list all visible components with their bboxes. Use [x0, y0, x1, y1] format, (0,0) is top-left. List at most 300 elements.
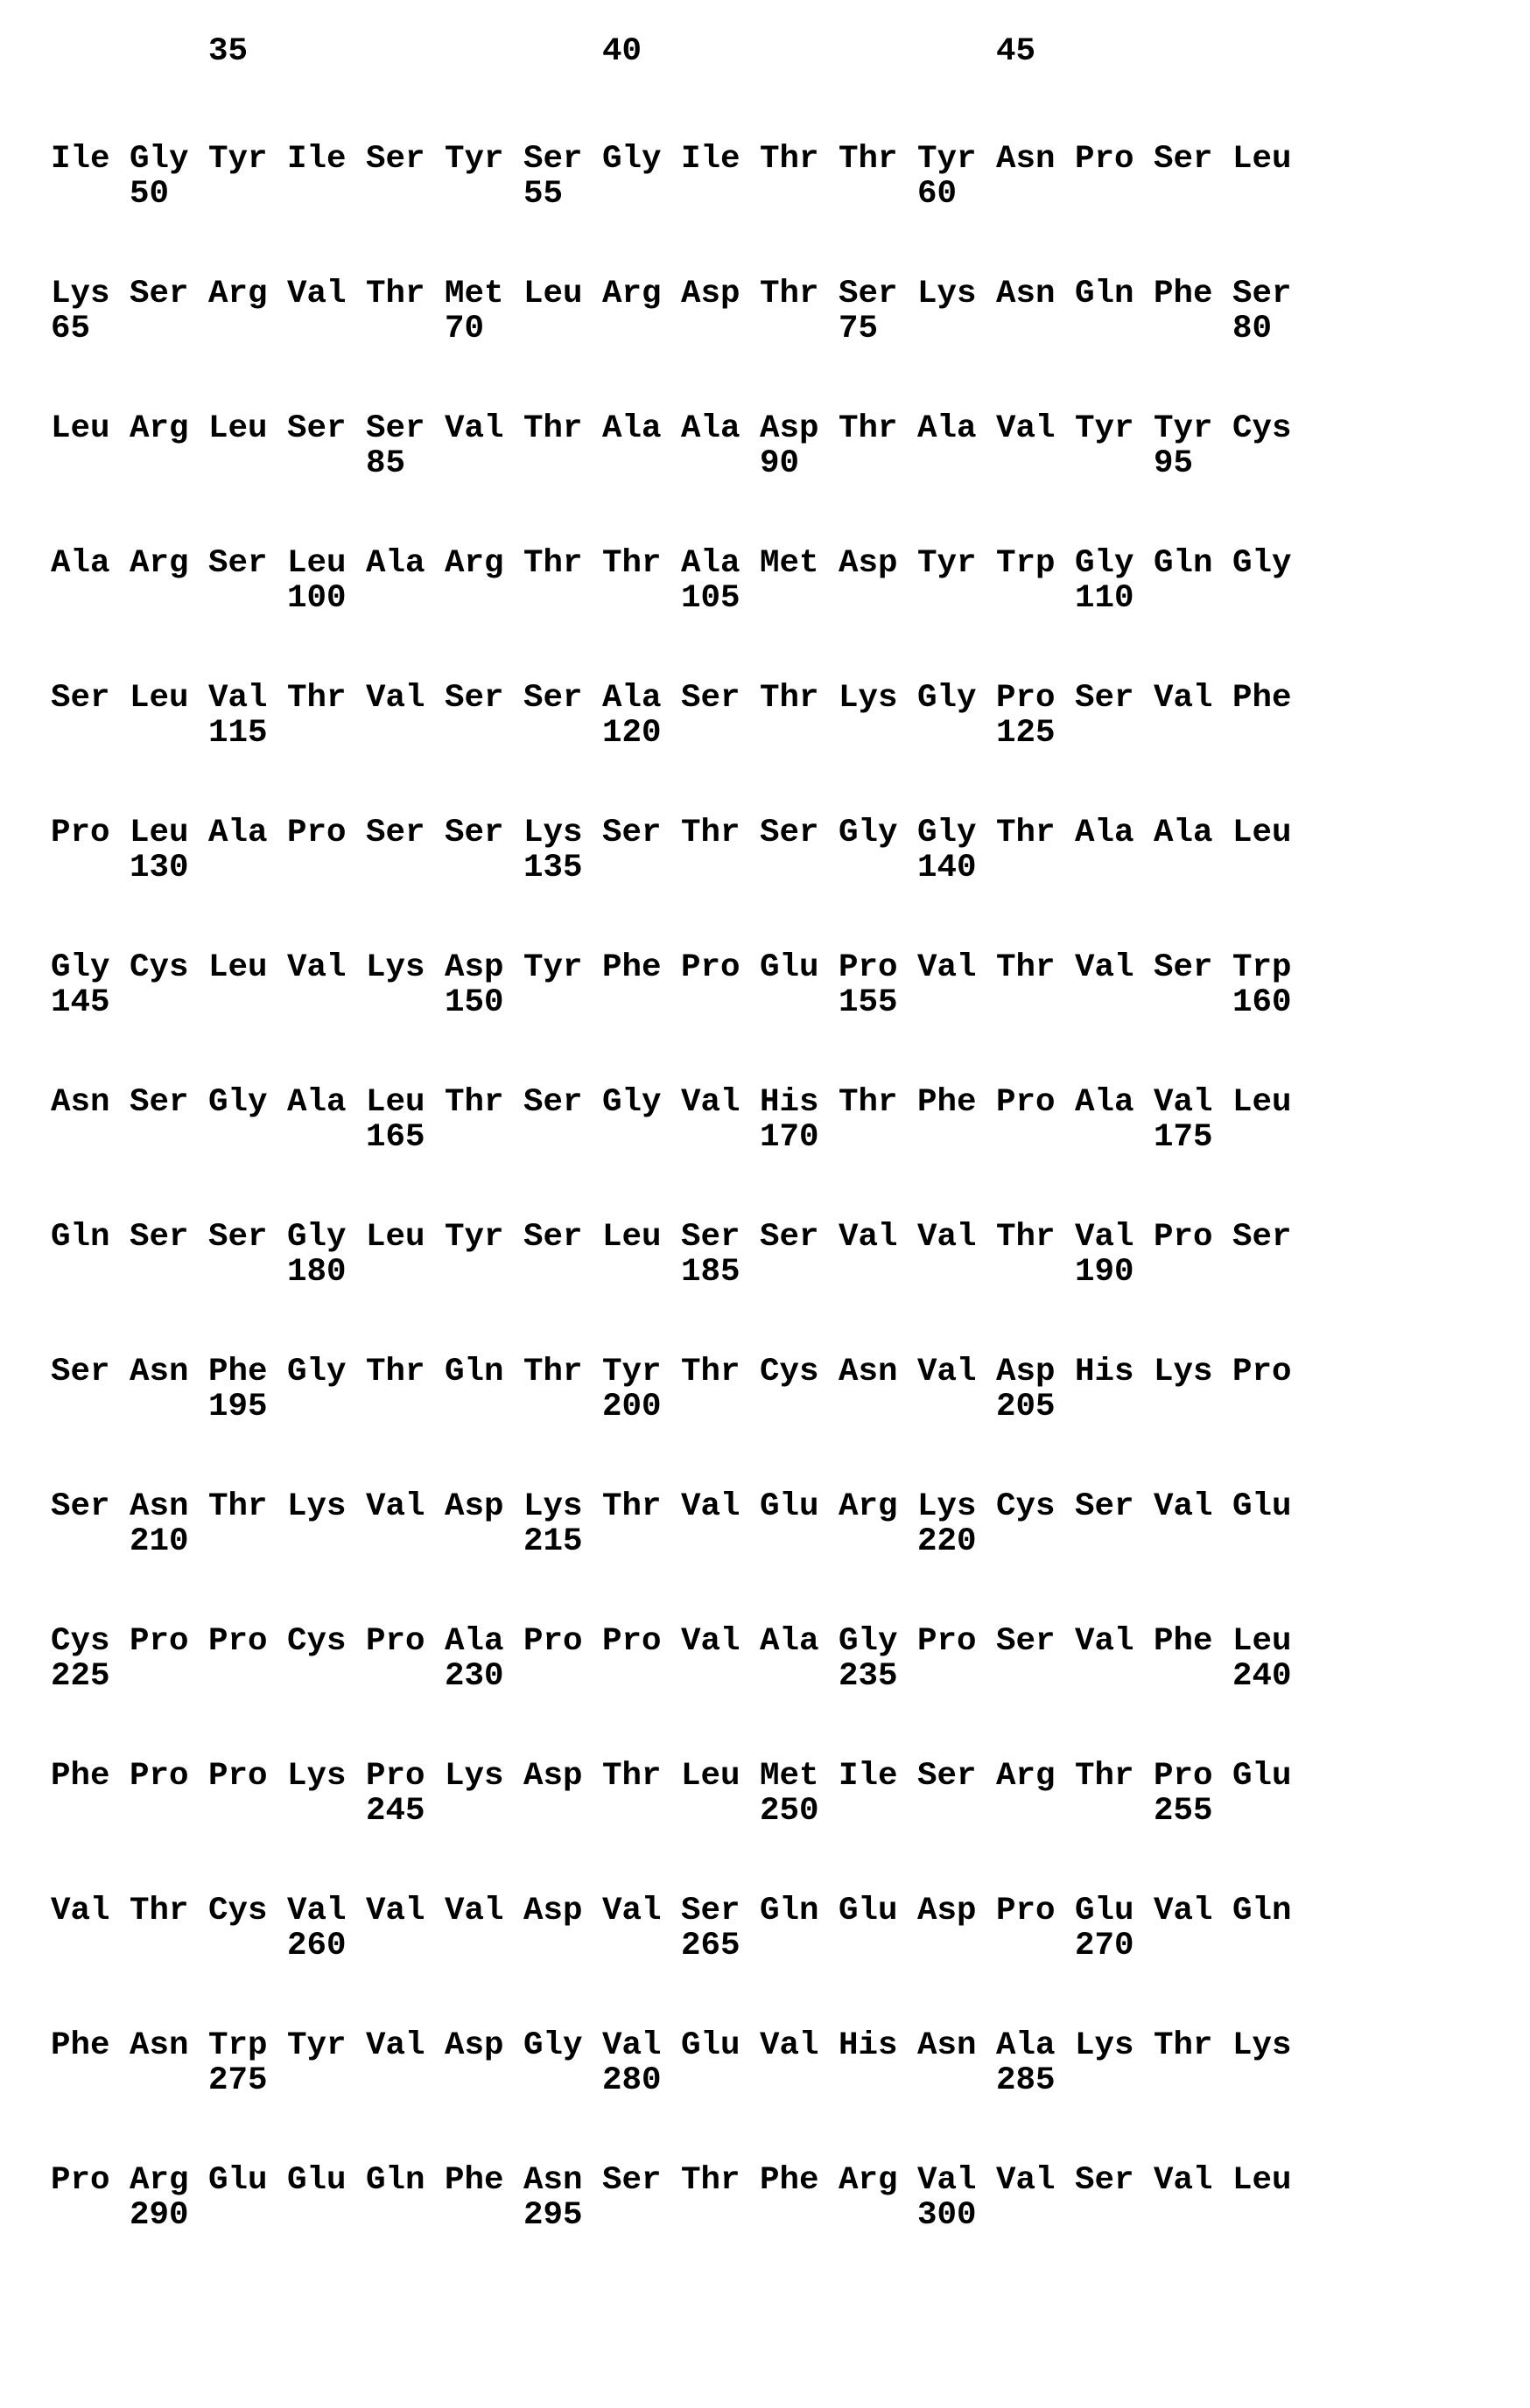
position-number: 130 [130, 850, 189, 886]
residue: Phe [51, 1759, 110, 1794]
residue: Glu [760, 1489, 819, 1524]
residue: Gly [1075, 546, 1134, 581]
residue: Thr [602, 1489, 662, 1524]
residue: Ala [917, 411, 977, 446]
residue: Asp [917, 1894, 977, 1928]
residue: Thr [523, 1354, 583, 1390]
residue: Leu [523, 276, 583, 312]
position-number: 110 [1075, 581, 1134, 616]
residue: Ile [51, 142, 110, 177]
residue: Thr [760, 681, 819, 716]
position-number: 35 [208, 34, 248, 69]
residue: Val [1154, 1489, 1213, 1524]
residue: Gln [760, 1894, 819, 1928]
residue: Gly [839, 1624, 898, 1659]
position-number: 180 [287, 1255, 347, 1290]
residue: Lys [1232, 2028, 1292, 2063]
residue: Leu [1232, 816, 1292, 850]
residue: Arg [130, 546, 189, 581]
residue: Val [445, 1894, 504, 1928]
residue: Ser [445, 816, 504, 850]
residue: Met [445, 276, 504, 312]
residue: Ile [681, 142, 740, 177]
residue: Cys [760, 1354, 819, 1390]
residue: Ser [1232, 276, 1292, 312]
residue: Gln [366, 2163, 425, 2198]
residue: Val [681, 1624, 740, 1659]
residue: Pro [602, 1624, 662, 1659]
residue: Thr [760, 142, 819, 177]
residue: Asp [523, 1894, 583, 1928]
position-number: 165 [366, 1120, 425, 1155]
residue: Val [917, 2163, 977, 2198]
position-number: 55 [523, 177, 563, 212]
position-number: 235 [839, 1659, 898, 1694]
residue: Ala [602, 681, 662, 716]
residue: Val [287, 276, 347, 312]
residue: Glu [1075, 1894, 1134, 1928]
residue: Ser [839, 276, 898, 312]
residue: Ala [996, 2028, 1056, 2063]
residue: Leu [1232, 2163, 1292, 2198]
residue: Ser [366, 411, 425, 446]
position-number: 240 [1232, 1659, 1292, 1694]
position-number: 215 [523, 1524, 583, 1559]
residue: Ser [1075, 681, 1134, 716]
residue: Thr [523, 546, 583, 581]
residue: Gly [51, 950, 110, 985]
position-number: 65 [51, 312, 90, 346]
residue: Pro [208, 1759, 268, 1794]
residue: Thr [1075, 1759, 1134, 1794]
residue: Val [602, 1894, 662, 1928]
residue: Glu [681, 2028, 740, 2063]
residue: Asp [681, 276, 740, 312]
residue: Pro [130, 1759, 189, 1794]
residue: Asn [917, 2028, 977, 2063]
residue: Leu [130, 681, 189, 716]
residue: Val [366, 2028, 425, 2063]
residue: Gly [839, 816, 898, 850]
residue: Tyr [1075, 411, 1134, 446]
position-number: 250 [760, 1794, 819, 1829]
residue: Ser [366, 816, 425, 850]
residue: Ala [681, 546, 740, 581]
residue: Leu [1232, 1085, 1292, 1120]
residue: His [760, 1085, 819, 1120]
position-number: 115 [208, 716, 268, 751]
residue: Pro [1154, 1220, 1213, 1255]
residue: Gly [1232, 546, 1292, 581]
residue: Asn [130, 1489, 189, 1524]
residue: Pro [523, 1624, 583, 1659]
position-number: 140 [917, 850, 977, 886]
residue: Val [917, 1220, 977, 1255]
residue: Ala [366, 546, 425, 581]
residue: Val [287, 950, 347, 985]
residue: Cys [996, 1489, 1056, 1524]
position-number: 75 [839, 312, 878, 346]
residue: Ser [130, 1220, 189, 1255]
position-number: 265 [681, 1928, 740, 1964]
residue: Asp [839, 546, 898, 581]
position-number: 40 [602, 34, 642, 69]
residue: Leu [287, 546, 347, 581]
residue: Tyr [917, 142, 977, 177]
residue: Asp [445, 2028, 504, 2063]
residue: Val [839, 1220, 898, 1255]
residue: Pro [996, 681, 1056, 716]
residue: Glu [208, 2163, 268, 2198]
residue: Val [1154, 681, 1213, 716]
residue: Arg [839, 2163, 898, 2198]
residue: Lys [523, 1489, 583, 1524]
residue: Thr [366, 276, 425, 312]
position-number: 260 [287, 1928, 347, 1964]
residue: Lys [1075, 2028, 1134, 2063]
residue: Ile [839, 1759, 898, 1794]
position-number: 95 [1154, 446, 1193, 481]
position-number: 195 [208, 1390, 268, 1424]
residue: Trp [1232, 950, 1292, 985]
residue: Ser [445, 681, 504, 716]
residue: Tyr [1154, 411, 1213, 446]
residue: Gln [51, 1220, 110, 1255]
residue: Asn [51, 1085, 110, 1120]
residue: Ser [1154, 950, 1213, 985]
residue: Gln [1075, 276, 1134, 312]
position-number: 105 [681, 581, 740, 616]
residue: Cys [130, 950, 189, 985]
residue: Ala [445, 1624, 504, 1659]
residue: Glu [1232, 1759, 1292, 1794]
residue: Leu [681, 1759, 740, 1794]
residue: Ser [287, 411, 347, 446]
position-number: 200 [602, 1390, 662, 1424]
residue: Lys [287, 1759, 347, 1794]
residue: Gln [1154, 546, 1213, 581]
residue: Pro [1075, 142, 1134, 177]
residue: Asn [839, 1354, 898, 1390]
residue: Gly [602, 1085, 662, 1120]
residue: Lys [839, 681, 898, 716]
residue: Arg [208, 276, 268, 312]
residue: Tyr [445, 1220, 504, 1255]
residue: Val [208, 681, 268, 716]
residue: Gly [917, 681, 977, 716]
residue: Lys [51, 276, 110, 312]
residue: Asn [130, 2028, 189, 2063]
position-number: 245 [366, 1794, 425, 1829]
position-number: 150 [445, 985, 504, 1020]
residue: Pro [996, 1085, 1056, 1120]
position-number: 170 [760, 1120, 819, 1155]
residue: Ser [1154, 142, 1213, 177]
residue: Val [1075, 950, 1134, 985]
residue: Thr [839, 142, 898, 177]
residue: Val [1154, 1894, 1213, 1928]
residue: Asn [996, 142, 1056, 177]
residue: Arg [130, 411, 189, 446]
residue: Ala [208, 816, 268, 850]
residue: Ser [602, 2163, 662, 2198]
residue: Ala [602, 411, 662, 446]
residue: Thr [130, 1894, 189, 1928]
residue: Tyr [602, 1354, 662, 1390]
residue: Met [760, 1759, 819, 1794]
residue: Thr [681, 1354, 740, 1390]
residue: Ser [523, 1085, 583, 1120]
residue: Phe [602, 950, 662, 985]
residue: Met [760, 546, 819, 581]
residue: Pro [130, 1624, 189, 1659]
residue: Ala [681, 411, 740, 446]
residue: Thr [760, 276, 819, 312]
residue: Tyr [523, 950, 583, 985]
residue: Thr [839, 1085, 898, 1120]
position-number: 125 [996, 716, 1056, 751]
residue: Ser [130, 276, 189, 312]
residue: Thr [445, 1085, 504, 1120]
residue: Ser [523, 681, 583, 716]
residue: Phe [208, 1354, 268, 1390]
residue: Arg [130, 2163, 189, 2198]
residue: Val [1075, 1220, 1134, 1255]
residue: Val [51, 1894, 110, 1928]
residue: Val [917, 950, 977, 985]
position-number: 90 [760, 446, 799, 481]
residue: Ser [760, 1220, 819, 1255]
residue: Leu [130, 816, 189, 850]
residue: Ser [996, 1624, 1056, 1659]
residue: Val [996, 2163, 1056, 2198]
residue: Tyr [917, 546, 977, 581]
residue: Pro [208, 1624, 268, 1659]
residue: Thr [602, 546, 662, 581]
residue: Thr [839, 411, 898, 446]
residue: Thr [681, 2163, 740, 2198]
residue: Glu [287, 2163, 347, 2198]
position-number: 135 [523, 850, 583, 886]
residue: Ala [1154, 816, 1213, 850]
position-number: 70 [445, 312, 484, 346]
residue: Asp [760, 411, 819, 446]
residue: Lys [917, 1489, 977, 1524]
residue: Thr [602, 1759, 662, 1794]
residue: Gly [208, 1085, 268, 1120]
residue: Cys [287, 1624, 347, 1659]
residue: Leu [602, 1220, 662, 1255]
position-number: 205 [996, 1390, 1056, 1424]
position-number: 60 [917, 177, 957, 212]
residue: Ser [1075, 1489, 1134, 1524]
residue: Phe [917, 1085, 977, 1120]
residue: Pro [1154, 1759, 1213, 1794]
residue: Ser [208, 546, 268, 581]
residue: His [1075, 1354, 1134, 1390]
position-number: 225 [51, 1659, 110, 1694]
residue: Ser [208, 1220, 268, 1255]
residue: His [839, 2028, 898, 2063]
residue: Cys [1232, 411, 1292, 446]
residue: Asp [445, 1489, 504, 1524]
position-number: 190 [1075, 1255, 1134, 1290]
residue: Ser [681, 1220, 740, 1255]
residue: Ser [760, 816, 819, 850]
residue: Pro [917, 1624, 977, 1659]
residue: Asp [996, 1354, 1056, 1390]
residue: Val [366, 681, 425, 716]
residue: Val [760, 2028, 819, 2063]
residue: Ser [130, 1085, 189, 1120]
position-number: 85 [366, 446, 405, 481]
position-number: 220 [917, 1524, 977, 1559]
residue: Ile [287, 142, 347, 177]
residue: Ser [1232, 1220, 1292, 1255]
residue: Ala [1075, 1085, 1134, 1120]
residue: Lys [445, 1759, 504, 1794]
residue: Arg [996, 1759, 1056, 1794]
position-number: 280 [602, 2063, 662, 2098]
residue: Ala [1075, 816, 1134, 850]
residue: Lys [1154, 1354, 1213, 1390]
residue: Val [1075, 1624, 1134, 1659]
residue: Pro [1232, 1354, 1292, 1390]
residue: Ser [602, 816, 662, 850]
residue: Leu [51, 411, 110, 446]
residue: Val [445, 411, 504, 446]
residue: Cys [208, 1894, 268, 1928]
position-number: 300 [917, 2198, 977, 2233]
residue: Val [917, 1354, 977, 1390]
position-number: 145 [51, 985, 110, 1020]
residue: Asn [523, 2163, 583, 2198]
residue: Pro [996, 1894, 1056, 1928]
residue: Glu [760, 950, 819, 985]
residue: Pro [681, 950, 740, 985]
residue: Pro [287, 816, 347, 850]
residue: Ser [1075, 2163, 1134, 2198]
residue: Ser [523, 142, 583, 177]
position-number: 100 [287, 581, 347, 616]
position-number: 285 [996, 2063, 1056, 2098]
position-number: 155 [839, 985, 898, 1020]
residue: Lys [917, 276, 977, 312]
residue: Lys [287, 1489, 347, 1524]
residue: Val [1154, 2163, 1213, 2198]
residue: Trp [208, 2028, 268, 2063]
position-number: 160 [1232, 985, 1292, 1020]
residue: Thr [996, 950, 1056, 985]
residue: Val [996, 411, 1056, 446]
residue: Thr [681, 816, 740, 850]
residue: Phe [445, 2163, 504, 2198]
residue: Pro [51, 2163, 110, 2198]
residue: Thr [996, 816, 1056, 850]
residue: Leu [208, 950, 268, 985]
residue: Ala [760, 1624, 819, 1659]
residue: Phe [51, 2028, 110, 2063]
position-number: 80 [1232, 312, 1272, 346]
position-number: 45 [996, 34, 1035, 69]
residue: Pro [366, 1759, 425, 1794]
residue: Gly [602, 142, 662, 177]
position-number: 255 [1154, 1794, 1213, 1829]
position-number: 270 [1075, 1928, 1134, 1964]
residue: Ser [51, 1354, 110, 1390]
residue: Lys [366, 950, 425, 985]
residue: Leu [366, 1085, 425, 1120]
residue: Gly [287, 1220, 347, 1255]
residue: Asp [523, 1759, 583, 1794]
residue: Val [366, 1489, 425, 1524]
position-number: 210 [130, 1524, 189, 1559]
residue: Pro [839, 950, 898, 985]
residue: Thr [366, 1354, 425, 1390]
residue: Arg [602, 276, 662, 312]
position-number: 120 [602, 716, 662, 751]
residue: Phe [1154, 276, 1213, 312]
residue: Trp [996, 546, 1056, 581]
residue: Val [1154, 1085, 1213, 1120]
residue: Leu [1232, 1624, 1292, 1659]
residue: Thr [523, 411, 583, 446]
position-number: 295 [523, 2198, 583, 2233]
position-number: 230 [445, 1659, 504, 1694]
residue: Ser [366, 142, 425, 177]
residue: Glu [1232, 1489, 1292, 1524]
residue: Val [602, 2028, 662, 2063]
residue: Tyr [208, 142, 268, 177]
residue: Tyr [445, 142, 504, 177]
residue: Val [681, 1085, 740, 1120]
residue: Asn [996, 276, 1056, 312]
residue: Thr [287, 681, 347, 716]
position-number: 185 [681, 1255, 740, 1290]
residue: Asn [130, 1354, 189, 1390]
residue: Gly [287, 1354, 347, 1390]
residue: Arg [445, 546, 504, 581]
residue: Phe [760, 2163, 819, 2198]
residue: Ser [523, 1220, 583, 1255]
residue: Ser [51, 681, 110, 716]
residue: Leu [208, 411, 268, 446]
residue: Pro [366, 1624, 425, 1659]
residue: Ser [51, 1489, 110, 1524]
residue: Phe [1154, 1624, 1213, 1659]
residue: Tyr [287, 2028, 347, 2063]
residue: Gly [917, 816, 977, 850]
residue: Asp [445, 950, 504, 985]
position-number: 290 [130, 2198, 189, 2233]
residue: Thr [996, 1220, 1056, 1255]
residue: Leu [1232, 142, 1292, 177]
residue: Ser [681, 1894, 740, 1928]
residue: Val [681, 1489, 740, 1524]
residue: Ser [681, 681, 740, 716]
residue: Gly [523, 2028, 583, 2063]
residue: Gln [445, 1354, 504, 1390]
position-number: 50 [130, 177, 169, 212]
residue: Val [287, 1894, 347, 1928]
residue: Gly [130, 142, 189, 177]
residue: Val [366, 1894, 425, 1928]
residue: Lys [523, 816, 583, 850]
residue: Leu [366, 1220, 425, 1255]
residue: Cys [51, 1624, 110, 1659]
residue: Arg [839, 1489, 898, 1524]
residue: Thr [1154, 2028, 1213, 2063]
